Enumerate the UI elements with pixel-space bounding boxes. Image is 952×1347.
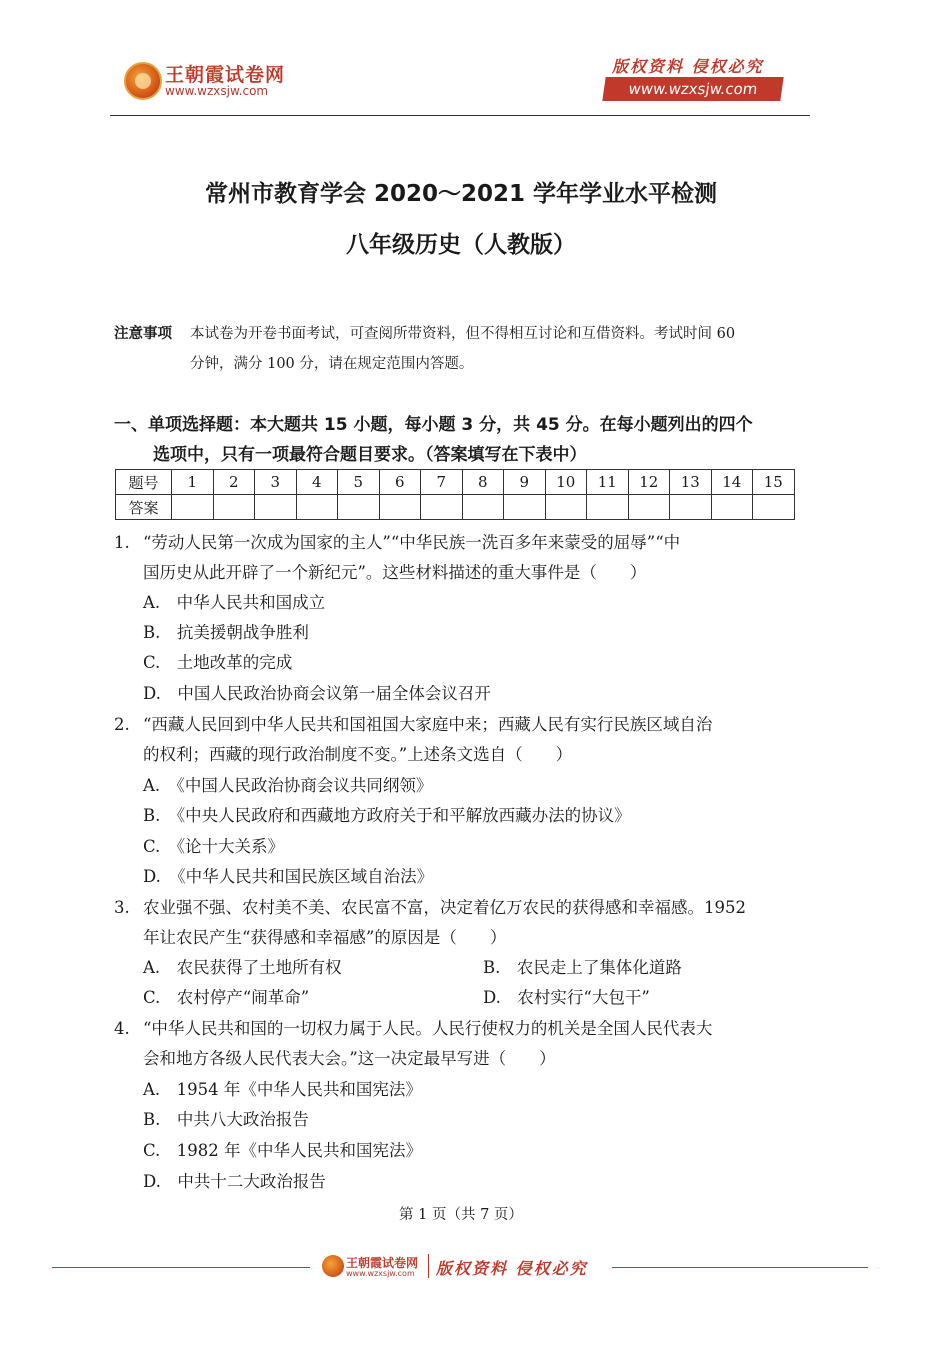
answer-cell[interactable] [587,495,629,520]
question-3-option-d: D. 农村实行“大包干” [483,988,650,1007]
answer-cell[interactable] [379,495,421,520]
question-number-cell: 3 [255,470,297,495]
question-3-stem-line2: 年让农民产生“获得感和幸福感”的原因是（ ） [143,928,507,947]
question-3-option-b: B. 农民走上了集体化道路 [483,958,682,977]
question-number-row [116,470,795,495]
question-2-option-a: A. 《中国人民政治协商会议共同纲领》 [143,776,433,795]
answer-cell[interactable] [753,495,795,520]
question-number-cell: 4 [296,470,338,495]
answer-row [116,495,795,520]
question-2-option-b: B. 《中央人民政府和西藏地方政府关于和平解放西藏办法的协议》 [143,806,631,825]
question-4-option-b: B. 中共八大政治报告 [143,1110,309,1129]
answer-cell[interactable] [213,495,255,520]
question-1-option-a: A. 中华人民共和国成立 [143,593,326,612]
question-1-option-b: B. 抗美援朝战争胜利 [143,623,309,642]
answer-cell[interactable] [711,495,753,520]
answer-table [115,469,795,520]
question-4-stem-line2: 会和地方各级人民代表大会。”这一决定最早写进（ ） [143,1049,556,1068]
question-1-option-d: D. 中国人民政治协商会议第一届全体会议召开 [143,684,491,703]
answer-cell[interactable] [545,495,587,520]
question-number-cell: 11 [587,470,629,495]
question-1-number: 1. [114,533,130,552]
question-number-cell: 14 [711,470,753,495]
exam-title: 常州市教育学会 2020～2021 学年学业水平检测 [204,181,718,207]
question-4-option-c: C. 1982 年《中华人民共和国宪法》 [143,1141,423,1160]
question-2-option-c: C. 《论十大关系》 [143,837,285,856]
question-2-stem-line2: 的权利；西藏的现行政治制度不变。”上述条文选自（ ） [143,745,573,764]
section-heading: 一、单项选择题：本大题共 15 小题，每小题 3 分，共 45 分。在每小题列出的四个 [114,415,753,435]
footer-divider-left [52,1267,310,1268]
footer-logo-name: 王朝霞试卷网 [346,1256,419,1270]
answer-cell[interactable] [462,495,504,520]
question-number-label: 题号 [116,470,172,495]
question-2-number: 2. [114,715,130,734]
notes-text-line2: 分钟，满分 100 分，请在规定范围内答题。 [190,356,474,372]
question-number-cell: 12 [628,470,670,495]
exam-subtitle: 八年级历史（人教版） [346,232,576,258]
footer-logo-emblem [322,1255,344,1277]
site-url-banner[interactable]: www.wzxsjw.com [602,77,783,101]
question-3-option-c: C. 农村停产“闹革命” [143,988,310,1007]
question-number-cell: 15 [753,470,795,495]
question-number-cell: 13 [670,470,712,495]
question-3-option-a: A. 农民获得了土地所有权 [143,958,342,977]
question-1-option-c: C. 土地改革的完成 [143,653,293,672]
question-number-cell: 6 [379,470,421,495]
question-4-option-d: D. 中共十二大政治报告 [143,1172,326,1191]
question-number-cell: 7 [421,470,463,495]
notes-text-line1: 本试卷为开卷书面考试，可查阅所带资料，但不得相互讨论和互借资料。考试时间 60 [190,326,736,342]
answer-cell[interactable] [172,495,214,520]
footer-logo-url[interactable]: www.wzxsjw.com [346,1269,415,1278]
question-number-cell: 8 [462,470,504,495]
question-1-stem-line1: “劳动人民第一次成为国家的主人”“中华民族一洗百多年来蒙受的屈辱”“中 [143,533,681,552]
answer-cell[interactable] [628,495,670,520]
question-4-option-a: A. 1954 年《中华人民共和国宪法》 [143,1080,422,1099]
footer-slogan: 版权资料 侵权必究 [436,1259,588,1278]
question-2-option-d: D. 《中华人民共和国民族区域自治法》 [143,867,434,886]
copyright-slogan: 版权资料 侵权必究 [612,57,764,76]
site-logo-emblem [124,62,162,100]
question-number-cell: 1 [172,470,214,495]
section-heading-continued: 选项中，只有一项最符合题目要求。（答案填写在下表中） [153,445,587,465]
answer-cell[interactable] [338,495,380,520]
question-number-cell: 10 [545,470,587,495]
question-3-stem-line1: 农业强不强、农村美不美、农民富不富，决定着亿万农民的获得感和幸福感。1952 [143,898,746,917]
question-2-stem-line1: “西藏人民回到中华人民共和国祖国大家庭中来；西藏人民有实行民族区域自治 [143,715,713,734]
question-number-cell: 5 [338,470,380,495]
answer-label: 答案 [116,495,172,520]
answer-cell[interactable] [504,495,546,520]
footer-divider-right [612,1267,868,1268]
question-3-number: 3. [114,898,130,917]
notes-label: 注意事项 [114,326,172,342]
question-4-number: 4. [114,1019,130,1038]
page-number: 第 1 页（共 7 页） [399,1207,523,1223]
answer-cell[interactable] [670,495,712,520]
answer-cell[interactable] [255,495,297,520]
answer-cell[interactable] [421,495,463,520]
site-logo-name: 王朝霞试卷网 [165,64,286,86]
question-1-stem-line2: 国历史从此开辟了一个新纪元”。这些材料描述的重大事件是（ ） [143,563,647,582]
question-number-cell: 9 [504,470,546,495]
answer-cell[interactable] [296,495,338,520]
question-4-stem-line1: “中华人民共和国的一切权力属于人民。人民行使权力的机关是全国人民代表大 [143,1019,713,1038]
footer-vertical-divider [428,1254,429,1278]
site-logo-url[interactable]: www.wzxsjw.com [165,84,269,98]
header-divider [110,115,810,116]
question-number-cell: 2 [213,470,255,495]
